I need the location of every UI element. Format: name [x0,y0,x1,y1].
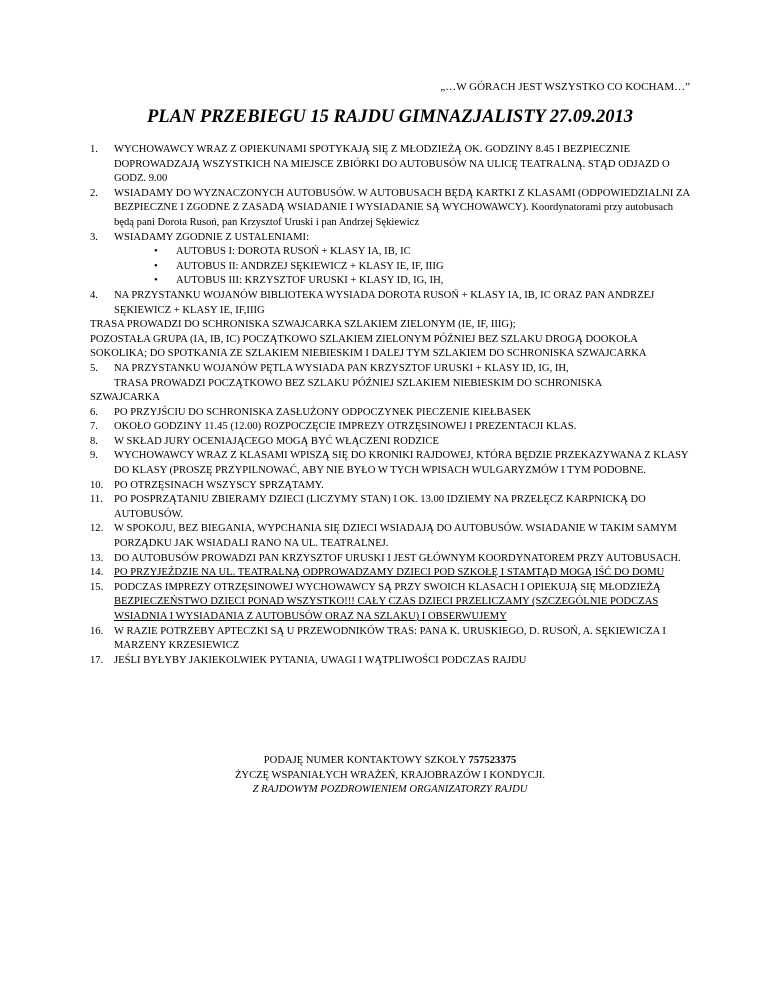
item-number: 3. [90,231,98,243]
list-item [90,625,690,654]
item-number: 5. [90,362,98,374]
item-number: 2. [90,187,98,199]
school-phone: 757523375 [468,755,517,766]
bullet-icon: • [154,275,158,287]
item-text: NA PRZYSTANKU WOJANÓW BIBLIOTEKA WYSIADA DOROTA RUSOŃ + KLASY IA, IB, IC ORAZ PAN ANDRZEJ SĘKIEWICZ + KLASY IE, IF,IIIG [114,289,655,316]
item-text: OKOŁO GODZINY 11.45 (12.00) ROZPOCZĘCIE IMPREZY OTRZĘSINOWEJ I PREZENTACJI KLAS. [114,421,577,433]
item-number: 6. [90,406,98,418]
item-text: PODCZAS IMPREZY OTRZĘSINOWEJ WYCHOWAWCY SĄ PRZY SWOICH KLASACH I OPIEKUJĄ SIĘ MŁODZIEŻĄ [114,581,661,593]
item-number: 13. [90,552,104,564]
list-item [90,493,690,522]
bullet-item [90,260,690,275]
paragraph: SZWAJCARKA [90,392,161,404]
phone-label: PODAJĘ NUMER KONTAKTOWY SZKOŁY [263,755,469,766]
item-number: 10. [90,479,104,491]
list-item [90,654,690,669]
item-number: 4. [90,289,98,301]
list-item [90,289,690,318]
list-item [90,231,690,246]
item-text: W SKŁAD JURY OCENIAJĄCEGO MOGĄ BYĆ WŁĄCZENI RODZICE [114,435,439,447]
item-number: 14. [90,567,104,579]
item-number: 9. [90,450,98,462]
bullet-icon: • [154,260,158,272]
bullet-item [90,274,690,289]
item-text: WSIADAMY DO WYZNACZONYCH AUTOBUSÓW. W AUTOBUSACH BĘDĄ KARTKI Z KLASAMI (ODPOWIEDZIALNI ZA BEZPIECZNE I ZGODNE Z ZASADĄ WSIADANIE I WYSIADANIE SĄ WYCHOWAWCY). Koordynatorami przy autobusach będą pani Dorota Rusoń, pan Krzysztof Uruski i pan Andrzej Sękiewicz [114,187,690,228]
footer [90,754,690,798]
item-text: WYCHOWAWCY WRAZ Z KLASAMI WPISZĄ SIĘ DO KRONIKI RAJDOWEJ, KTÓRA BĘDZIE PRZEKAZYWANA Z KLASY DO KLASY (PROSZĘ PRZYPILNOWAĆ, ABY NIE BYŁO W TYCH WPISACH WULGARYZMÓW I TYM PODOBNE. [114,450,689,477]
item-number: 1. [90,144,98,155]
list-item [90,479,690,494]
bullet-item [90,245,690,260]
item-text: PO PRZYJŚCIU DO SCHRONISKA ZASŁUŻONY ODPOCZYNEK PIECZENIE KIEŁBASEK [114,406,532,418]
item-number: 8. [90,435,98,447]
list-item [90,406,690,421]
bullet-text: AUTOBUS I: DOROTA RUSOŃ + KLASY IA, IB, IC [176,246,411,258]
item-text: DO AUTOBUSÓW PROWADZI PAN KRZYSZTOF URUSKI I JEST GŁÓWNYM KOORDYNATOREM PRZY AUTOBUSACH. [114,552,681,564]
contact-line [90,754,690,769]
list-item [90,449,690,478]
wishes-line: ŻYCZĘ WSPANIAŁYCH WRAŻEŃ, KRAJOBRAZÓW I KONDYCJI. [234,769,546,781]
paragraph: TRASA PROWADZI DO SCHRONISKA SZWAJCARKA SZLAKIEM ZIELONYM (IE, IF, IIIG); [90,319,516,331]
bullet-text: AUTOBUS III: KRZYSZTOF URUSKI + KLASY ID, IG, IH, [176,275,444,287]
item-number: 7. [90,421,98,433]
list-item [90,581,690,596]
item-text: W SPOKOJU, BEZ BIEGANIA, WYPCHANIA SIĘ DZIECI WSIADAJĄ DO AUTOBUSÓW. WSIADANIE W TAKIM SAMYM PORZĄDKU JAK WSIADALI RANO NA UL. TEATRALNEJ. [114,523,677,550]
item-number: 15. [90,581,104,593]
bullet-text: AUTOBUS II: ANDRZEJ SĘKIEWICZ + KLASY IE, IF, IIIG [176,260,444,272]
motto: „…W GÓRACH JEST WSZYSTKO CO KOCHAM…” [440,81,690,93]
list-item [90,435,690,450]
item-text: WSIADAMY ZGODNIE Z USTALENIAMI: [114,231,310,243]
signature-line: Z RAJDOWYM POZDROWIENIEM ORGANIZATORZY RAJDU [252,784,528,796]
page-title: PLAN PRZEBIEGU 15 RAJDU GIMNAZJALISTY 27.09.2013 [146,107,633,127]
list-item [90,420,690,435]
item-number: 17. [90,654,104,666]
list-item [90,522,690,551]
list-item [90,552,690,567]
item-number: 11. [90,494,103,506]
item-text: NA PRZYSTANKU WOJANÓW PĘTLA WYSIADA PAN KRZYSZTOF URUSKI + KLASY ID, IG, IH, [114,362,569,374]
item-text: WYCHOWAWCY WRAZ Z OPIEKUNAMI SPOTYKAJĄ SIĘ Z MŁODZIEŻĄ OK. GODZINY 8.45 I BEZPIECZNIE DOPROWADZAJĄ WSZYSTKICH NA MIEJSCE ZBIÓRKI DO AUTOBUSÓW NA ULICĘ TEATRALNĄ. STĄD ODJAZD O GODZ. 9.00 [114,144,670,185]
item-text: PO OTRZĘSINACH WSZYSCY SPRZĄTAMY. [114,479,324,491]
safety-note-underlined: BEZPIECZEŃSTWO DZIECI PONAD WSZYSTKO!!! CAŁY CZAS DZIECI PRZELICZAMY (SZCZEGÓLNIE PODCZAS WSIADNIA I WYSIADANIA Z AUTOBUSÓW ORAZ NA SZLAKU) I OBSERWUJEMY [114,596,659,622]
list-item [90,362,690,377]
plan-list [90,143,690,668]
list-item [90,566,690,581]
paragraph: POZOSTAŁA GRUPA (IA, IB, IC) POCZĄTKOWO SZLAKIEM ZIELONYM PÓŹNIEJ BEZ SZLAKU DROGĄ DOOKOŁA SOKOLIKA; DO SPOTKANIA ZE SZLAKIEM NIEBIESKIM I DALEJ TYM SZLAKIEM DO SCHRONISKA SZWAJCARKA [90,333,647,360]
item-number: 12. [90,523,104,535]
bullet-icon: • [154,246,158,258]
item-text: W RAZIE POTRZEBY APTECZKI SĄ U PRZEWODNIKÓW TRAS: PANA K. URUSKIEGO, D. RUSOŃ, A. SĘKIEWICZA I MARZENY KRZESIEWICZ [114,625,666,652]
paragraph: TRASA PROWADZI POCZĄTKOWO BEZ SZLAKU PÓŹNIEJ SZLAKIEM NIEBIESKIM DO SCHRONISKA [114,377,603,389]
item-text: PO POSPRZĄTANIU ZBIERAMY DZIECI (LICZYMY STAN) I OK. 13.00 IDZIEMY NA PRZEŁĘCZ KARPNICKĄ DO AUTOBUSÓW. [114,494,646,520]
item-number: 16. [90,625,104,637]
list-item [90,143,690,187]
item-text-underlined: PO PRZYJEŹDZIE NA UL. TEATRALNĄ ODPROWADZAMY DZIECI POD SZKOŁĘ I STAMTĄD MOGĄ IŚĆ DO DOMU [114,567,665,579]
list-item [90,187,690,231]
item-text: JEŚLI BYŁYBY JAKIEKOLWIEK PYTANIA, UWAGI I WĄTPLIWOŚCI PODCZAS RAJDU [114,654,527,666]
